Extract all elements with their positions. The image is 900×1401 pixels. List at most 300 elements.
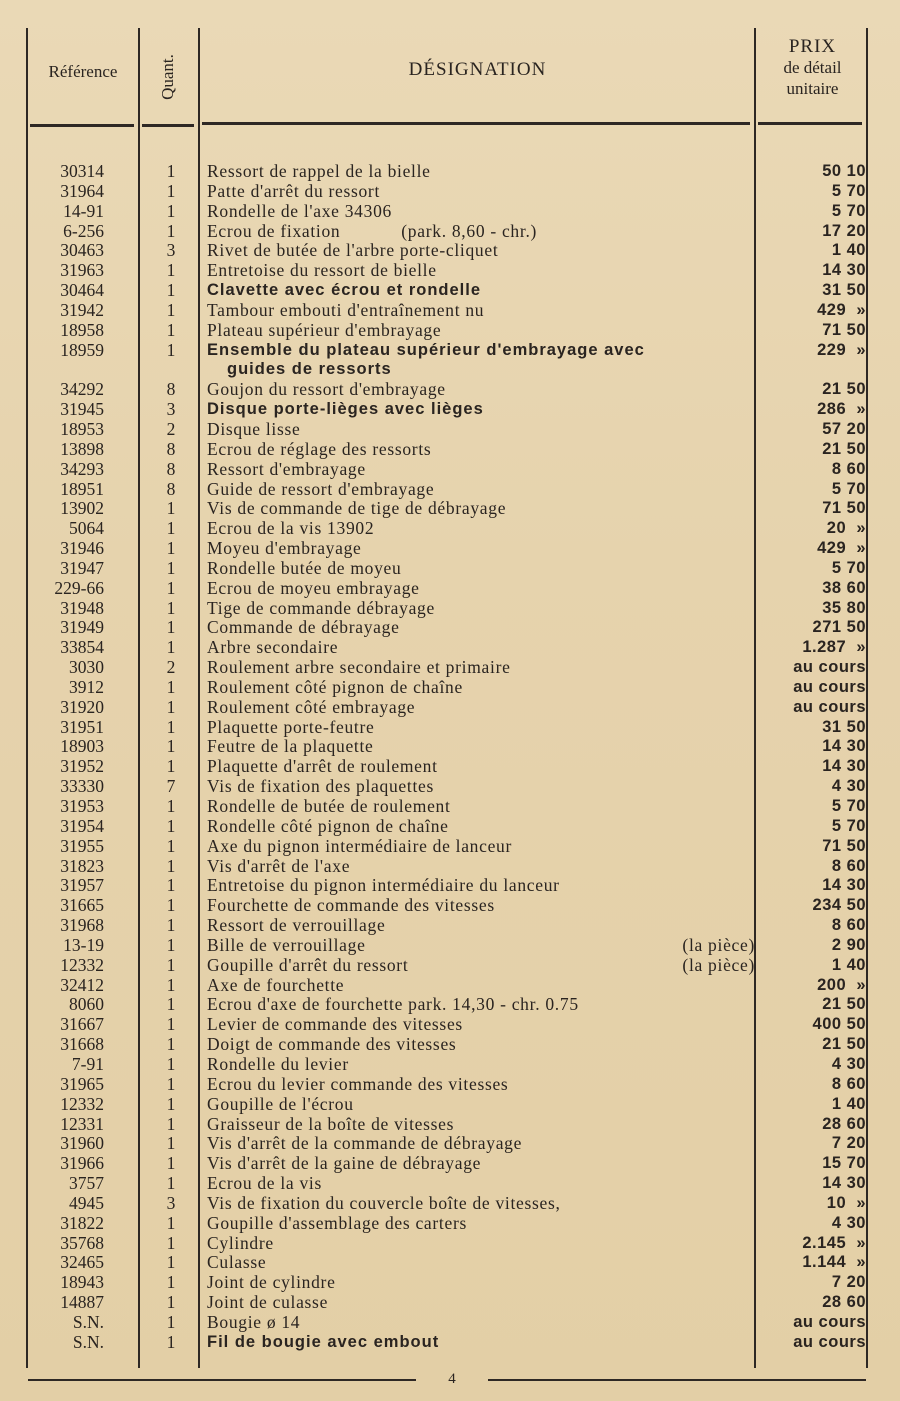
designation-cell: [207, 857, 755, 877]
designation-text: Tambour embouti d'entraînement nu: [207, 299, 485, 320]
designation-cell: [207, 1273, 755, 1293]
reference-cell: 18959: [60, 339, 104, 360]
quantity-cell: 1: [166, 617, 176, 638]
designation-text: Rondelle du levier: [207, 1053, 349, 1074]
designation-text: Joint de culasse: [207, 1292, 329, 1313]
quantity-cell: 1: [166, 518, 176, 539]
table-row: [0, 1134, 900, 1154]
quantity-cell: 1: [166, 161, 176, 181]
reference-cell: 32412: [60, 974, 104, 995]
price-cell: 8 60: [831, 856, 866, 875]
reference-cell: S.N.: [72, 1331, 104, 1352]
designation-text: Rivet de butée de l'arbre porte-cliquet: [207, 240, 499, 261]
designation-text: Plaquette d'arrêt de roulement: [207, 756, 438, 777]
quantity-cell: 1: [166, 1034, 176, 1055]
price-cell: 20 »: [826, 519, 866, 538]
designation-cell: [207, 202, 755, 222]
reference-cell: 31968: [60, 915, 104, 936]
reference-cell: 31822: [60, 1212, 104, 1233]
designation-cell: [207, 1313, 755, 1333]
reference-cell: 4945: [69, 1192, 104, 1213]
designation-cell: [207, 956, 755, 976]
table-row: [0, 380, 900, 400]
designation-text: Commande de débrayage: [207, 617, 400, 638]
header-rule-ref: [30, 124, 134, 127]
reference-cell: S.N.: [72, 1311, 104, 1332]
designation-cell: [207, 440, 755, 460]
designation-text: Roulement côté pignon de chaîne: [207, 676, 463, 697]
designation-cell: [207, 1035, 755, 1055]
quantity-cell: 1: [166, 934, 176, 955]
table-row: [0, 1194, 900, 1214]
quantity-cell: 1: [166, 954, 176, 975]
quantity-cell: 1: [166, 557, 176, 578]
quantity-cell: 8: [166, 379, 176, 400]
designation-cell: [207, 1293, 755, 1313]
reference-cell: 33854: [60, 637, 104, 658]
designation-cell: [207, 737, 755, 757]
quantity-cell: 1: [166, 1173, 176, 1194]
table-row: [0, 1055, 900, 1075]
reference-cell: 31963: [60, 260, 104, 281]
quantity-cell: 1: [166, 1252, 176, 1273]
designation-cell: [207, 936, 755, 956]
price-cell: 21 50: [822, 380, 866, 399]
header-rule-price: [758, 122, 862, 125]
quantity-cell: 1: [166, 676, 176, 697]
price-cell: 8 60: [831, 459, 866, 478]
designation-cell: [207, 916, 755, 936]
reference-cell: 229-66: [54, 577, 104, 598]
price-cell: 229 »: [817, 340, 866, 359]
quantity-cell: 1: [166, 716, 176, 737]
designation-cell: [207, 1154, 755, 1174]
price-cell: 7 20: [831, 1273, 866, 1292]
designation-text: Plaquette porte-feutre: [207, 716, 375, 737]
table-row: [0, 1095, 900, 1115]
reference-cell: 30463: [60, 240, 104, 261]
table-row: [0, 618, 900, 638]
quantity-cell: 2: [166, 418, 176, 439]
price-cell: 4 30: [831, 777, 866, 796]
quantity-cell: 1: [166, 1153, 176, 1174]
price-cell: au cours: [793, 697, 866, 716]
designation-cell: [207, 281, 755, 301]
table-row: [0, 857, 900, 877]
reference-cell: 18943: [60, 1272, 104, 1293]
page-number: 4: [448, 1371, 456, 1387]
designation-text: Axe de fourchette: [207, 974, 345, 995]
quantity-cell: 8: [166, 438, 176, 459]
price-cell: 17 20: [822, 221, 866, 240]
reference-cell: 13898: [60, 438, 104, 459]
price-cell: 10 »: [826, 1193, 866, 1212]
reference-cell: 33330: [60, 776, 104, 797]
header-rule-des: [202, 122, 750, 125]
quantity-cell: 1: [166, 180, 176, 201]
designation-cell: [207, 1333, 755, 1353]
reference-cell: 7-91: [71, 1053, 104, 1074]
price-cell: 14 30: [822, 261, 866, 280]
price-cell: 5 70: [831, 816, 866, 835]
table-row: [0, 499, 900, 519]
reference-cell: 31942: [60, 299, 104, 320]
designation-text: Roulement arbre secondaire et primaire: [207, 657, 511, 678]
designation-text: Ecrou de réglage des ressorts: [207, 438, 432, 459]
designation-cell: [207, 1234, 755, 1254]
reference-cell: 12332: [60, 1093, 104, 1114]
designation-text: Ensemble du plateau supérieur d'embrayage avec: [207, 340, 645, 359]
reference-cell: 31966: [60, 1153, 104, 1174]
designation-text: Graisseur de la boîte de vitesses: [207, 1113, 455, 1134]
designation-text: Rondelle côté pignon de chaîne: [207, 815, 449, 836]
reference-cell: 31953: [60, 796, 104, 816]
quantity-cell: 1: [166, 538, 176, 559]
designation-cell: [207, 241, 755, 261]
reference-cell: 6-256: [63, 220, 104, 241]
reference-cell: 31955: [60, 835, 104, 856]
designation-cell: [207, 380, 755, 400]
reference-cell: 8060: [69, 994, 104, 1015]
designation-cell: [207, 519, 755, 539]
quantity-cell: 1: [166, 1232, 176, 1253]
table-row: [0, 182, 900, 202]
reference-cell: 14-91: [63, 200, 104, 221]
reference-cell: 3030: [69, 657, 104, 678]
price-cell: 31 50: [822, 281, 866, 300]
quantity-cell: 1: [166, 498, 176, 519]
table-row: [0, 222, 900, 242]
designation-cell: [207, 539, 755, 559]
designation-cell: [207, 559, 755, 579]
quantity-cell: 1: [166, 1292, 176, 1313]
price-cell: 1 40: [831, 955, 866, 974]
price-cell: 71 50: [822, 836, 866, 855]
reference-cell: 31668: [60, 1034, 104, 1055]
reference-cell: 5064: [69, 518, 104, 539]
designation-cell: [207, 995, 755, 1015]
designation-text: Joint de cylindre: [207, 1272, 336, 1293]
designation-text: Ressort de rappel de la bielle: [207, 161, 431, 181]
designation-cell: [207, 360, 775, 380]
price-cell: au cours: [793, 677, 866, 696]
designation-cell: [207, 1015, 755, 1035]
reference-cell: 35768: [60, 1232, 104, 1253]
price-cell: 4 30: [831, 1054, 866, 1073]
designation-cell: [207, 976, 755, 996]
designation-cell: [207, 321, 755, 341]
designation-text: Entretoise du ressort de bielle: [207, 260, 437, 281]
designation-text: Disque lisse: [207, 418, 301, 439]
designation-text: Bille de verrouillage: [207, 934, 366, 955]
designation-text: Ressort de verrouillage: [207, 915, 386, 936]
price-cell: 31 50: [822, 717, 866, 736]
quantity-cell: 8: [166, 458, 176, 479]
price-cell: 5 70: [831, 797, 866, 815]
table-row: [0, 1234, 900, 1254]
price-cell: 71 50: [822, 499, 866, 518]
quantity-cell: 1: [166, 915, 176, 936]
table-row: [0, 757, 900, 777]
price-cell: 71 50: [822, 320, 866, 339]
price-cell: 1.144 »: [802, 1253, 866, 1272]
quantity-cell: 1: [166, 895, 176, 916]
table-row: [0, 678, 900, 698]
table-row: [0, 1253, 900, 1273]
reference-cell: 32465: [60, 1252, 104, 1273]
designation-cell: [207, 341, 755, 361]
price-cell: 50 10: [822, 162, 866, 180]
reference-cell: 31946: [60, 538, 104, 559]
designation-cell: [207, 876, 755, 896]
quantity-cell: 1: [166, 1331, 176, 1352]
price-cell: 2 90: [831, 935, 866, 954]
designation-text: Ecrou de fixation (park. 8,60 - chr.): [207, 220, 538, 241]
quantity-cell: 1: [166, 299, 176, 320]
table-row: [0, 1313, 900, 1333]
reference-cell: 30314: [60, 161, 104, 181]
header-price-line3: unitaire: [786, 79, 839, 98]
table-row: [0, 162, 900, 182]
designation-note: (la pièce): [682, 934, 755, 955]
designation-cell: [207, 579, 755, 599]
quantity-cell: 1: [166, 1073, 176, 1094]
designation-text: Goupille d'arrêt du ressort: [207, 954, 409, 975]
designation-text: Ecrou de la vis: [207, 1173, 322, 1194]
table-row: [0, 876, 900, 896]
designation-text: Rondelle de butée de roulement: [207, 796, 451, 816]
table-row: [0, 638, 900, 658]
quantity-cell: 1: [166, 220, 176, 241]
table-row: [0, 301, 900, 321]
table-row: [0, 241, 900, 261]
table-row: [0, 1273, 900, 1293]
table-row: [0, 480, 900, 500]
designation-cell: [207, 460, 755, 480]
designation-text: Tige de commande débrayage: [207, 597, 435, 618]
reference-cell: 18903: [60, 736, 104, 757]
designation-text: Doigt de commande des vitesses: [207, 1034, 457, 1055]
designation-text: Fourchette de commande des vitesses: [207, 895, 495, 916]
designation-text: Feutre de la plaquette: [207, 736, 374, 757]
price-cell: 21 50: [822, 995, 866, 1014]
designation-text: Vis de fixation du couvercle boîte de vitesses,: [207, 1192, 561, 1213]
designation-cell: [207, 1055, 755, 1075]
price-cell: 429 »: [817, 300, 866, 319]
table-row: [0, 1154, 900, 1174]
designation-cell: [207, 261, 755, 281]
designation-cell: [207, 1115, 755, 1135]
price-cell: 38 60: [822, 578, 866, 597]
header-quantity-label: Quant.: [158, 54, 177, 100]
table-row: [0, 420, 900, 440]
quantity-cell: 1: [166, 1311, 176, 1332]
designation-cell: [207, 1075, 755, 1095]
designation-cell: [207, 1134, 755, 1154]
table-row: [0, 658, 900, 678]
quantity-cell: 7: [166, 776, 176, 797]
designation-cell: [207, 480, 755, 500]
quantity-cell: 1: [166, 815, 176, 836]
designation-cell: [207, 1174, 755, 1194]
reference-cell: 18958: [60, 319, 104, 340]
price-cell: 8 60: [831, 1074, 866, 1093]
price-cell: 2.145 »: [802, 1233, 866, 1252]
table-row: [0, 936, 900, 956]
table-row: [0, 777, 900, 797]
designation-text: Levier de commande des vitesses: [207, 1014, 463, 1035]
table-row: [0, 341, 900, 361]
designation-cell: [207, 817, 755, 837]
reference-cell: 12332: [60, 954, 104, 975]
table-row: [0, 1333, 900, 1353]
table-row: [0, 737, 900, 757]
quantity-cell: 3: [166, 240, 176, 261]
table-row: [0, 995, 900, 1015]
price-cell: 35 80: [822, 598, 866, 617]
designation-cell: [207, 182, 755, 202]
quantity-cell: 2: [166, 657, 176, 678]
table-row: [0, 797, 900, 817]
table-row: [0, 321, 900, 341]
designation-text: Clavette avec écrou et rondelle: [207, 281, 482, 300]
designation-cell: [207, 499, 755, 519]
designation-note: (la pièce): [682, 954, 755, 975]
quantity-cell: 1: [166, 835, 176, 856]
header-price: [760, 36, 865, 99]
header-quantity: [148, 32, 188, 122]
table-row: [0, 896, 900, 916]
designation-text: Rondelle de l'axe 34306: [207, 200, 392, 221]
designation-cell: [207, 1194, 755, 1214]
designation-cell: [207, 698, 755, 718]
quantity-cell: 1: [166, 319, 176, 340]
table-row: [0, 261, 900, 281]
quantity-cell: 1: [166, 200, 176, 221]
quantity-cell: 1: [166, 736, 176, 757]
reference-cell: 31951: [60, 716, 104, 737]
reference-cell: 31948: [60, 597, 104, 618]
footer-rule-right: [488, 1379, 866, 1381]
quantity-cell: 1: [166, 796, 176, 816]
designation-cell: [207, 1253, 755, 1273]
designation-text: Vis de fixation des plaquettes: [207, 776, 434, 797]
quantity-cell: 1: [166, 597, 176, 618]
reference-cell: 31954: [60, 815, 104, 836]
price-cell: 234 50: [812, 896, 866, 915]
designation-text: Entretoise du pignon intermédiaire du lanceur: [207, 875, 560, 896]
designation-cell: [207, 777, 755, 797]
price-cell: au cours: [793, 1312, 866, 1331]
table-row: [0, 1174, 900, 1194]
table-row: [0, 1293, 900, 1313]
quantity-cell: 8: [166, 478, 176, 499]
price-cell: 5 70: [831, 201, 866, 220]
designation-text: Vis d'arrêt de la gaine de débrayage: [207, 1153, 482, 1174]
reference-cell: 31952: [60, 756, 104, 777]
reference-cell: 31949: [60, 617, 104, 638]
table-row: [0, 837, 900, 857]
header-designation: DÉSIGNATION: [408, 59, 547, 80]
price-cell: 15 70: [822, 1154, 866, 1173]
price-cell: 21 50: [822, 1035, 866, 1054]
reference-cell: 31964: [60, 180, 104, 201]
designation-cell: [207, 420, 755, 440]
designation-cell: [207, 222, 755, 242]
designation-text: Disque porte-lièges avec lièges: [207, 400, 484, 419]
price-cell: 5 70: [831, 479, 866, 498]
designation-cell: [207, 618, 755, 638]
price-cell: 1 40: [831, 241, 866, 260]
price-cell: 28 60: [822, 1293, 866, 1312]
header-price-line2: de détail: [783, 58, 842, 77]
quantity-cell: 1: [166, 1212, 176, 1233]
designation-cell: [207, 718, 755, 738]
table-row: [0, 202, 900, 222]
reference-cell: 31965: [60, 1073, 104, 1094]
designation-text: Fil de bougie avec embout: [207, 1332, 440, 1351]
reference-cell: 31957: [60, 875, 104, 896]
quantity-cell: 3: [166, 1192, 176, 1213]
designation-text: Vis de commande de tige de débrayage: [207, 498, 507, 519]
price-cell: 286 »: [817, 400, 866, 419]
table-row: [0, 817, 900, 837]
designation-text: Ecrou de la vis 13902: [207, 518, 375, 539]
price-cell: 200 »: [817, 975, 866, 994]
designation-text: Ecrou du levier commande des vitesses: [207, 1073, 509, 1094]
quantity-cell: 1: [166, 1133, 176, 1154]
price-cell: 14 30: [822, 757, 866, 776]
reference-cell: 14887: [60, 1292, 104, 1313]
price-cell: 28 60: [822, 1114, 866, 1133]
designation-text: Goujon du ressort d'embrayage: [207, 379, 446, 400]
designation-cell: [207, 1214, 755, 1234]
quantity-cell: 1: [166, 855, 176, 876]
price-cell: 14 30: [822, 737, 866, 756]
table-row: [0, 559, 900, 579]
designation-text: Vis d'arrêt de la commande de débrayage: [207, 1133, 523, 1154]
designation-text: Goupille de l'écrou: [207, 1093, 354, 1114]
designation-cell: [207, 658, 755, 678]
reference-cell: 18953: [60, 418, 104, 439]
designation-cell: [207, 599, 755, 619]
designation-text: Ressort d'embrayage: [207, 458, 366, 479]
table-row: [0, 916, 900, 936]
footer-rule-left: [28, 1379, 416, 1381]
reference-cell: 31665: [60, 895, 104, 916]
designation-text: Roulement côté embrayage: [207, 696, 416, 717]
designation-text: Axe du pignon intermédiaire de lanceur: [207, 835, 513, 856]
quantity-cell: 1: [166, 1272, 176, 1293]
price-cell: au cours: [793, 658, 866, 677]
designation-cell: [207, 678, 755, 698]
price-cell: 5 70: [831, 181, 866, 200]
price-cell: 57 20: [822, 419, 866, 438]
table-row: [0, 360, 900, 380]
designation-cell: [207, 757, 755, 777]
price-cell: 14 30: [822, 1174, 866, 1193]
quantity-cell: 1: [166, 1093, 176, 1114]
designation-text: Ecrou de moyeu embrayage: [207, 577, 420, 598]
reference-cell: 30464: [60, 280, 104, 301]
reference-cell: 31920: [60, 696, 104, 717]
designation-text: Bougie ø 14: [207, 1311, 301, 1332]
quantity-cell: 1: [166, 260, 176, 281]
table-row: [0, 281, 900, 301]
table-row: [0, 718, 900, 738]
parts-table-body: [0, 162, 900, 1353]
designation-text: Plateau supérieur d'embrayage: [207, 319, 442, 340]
